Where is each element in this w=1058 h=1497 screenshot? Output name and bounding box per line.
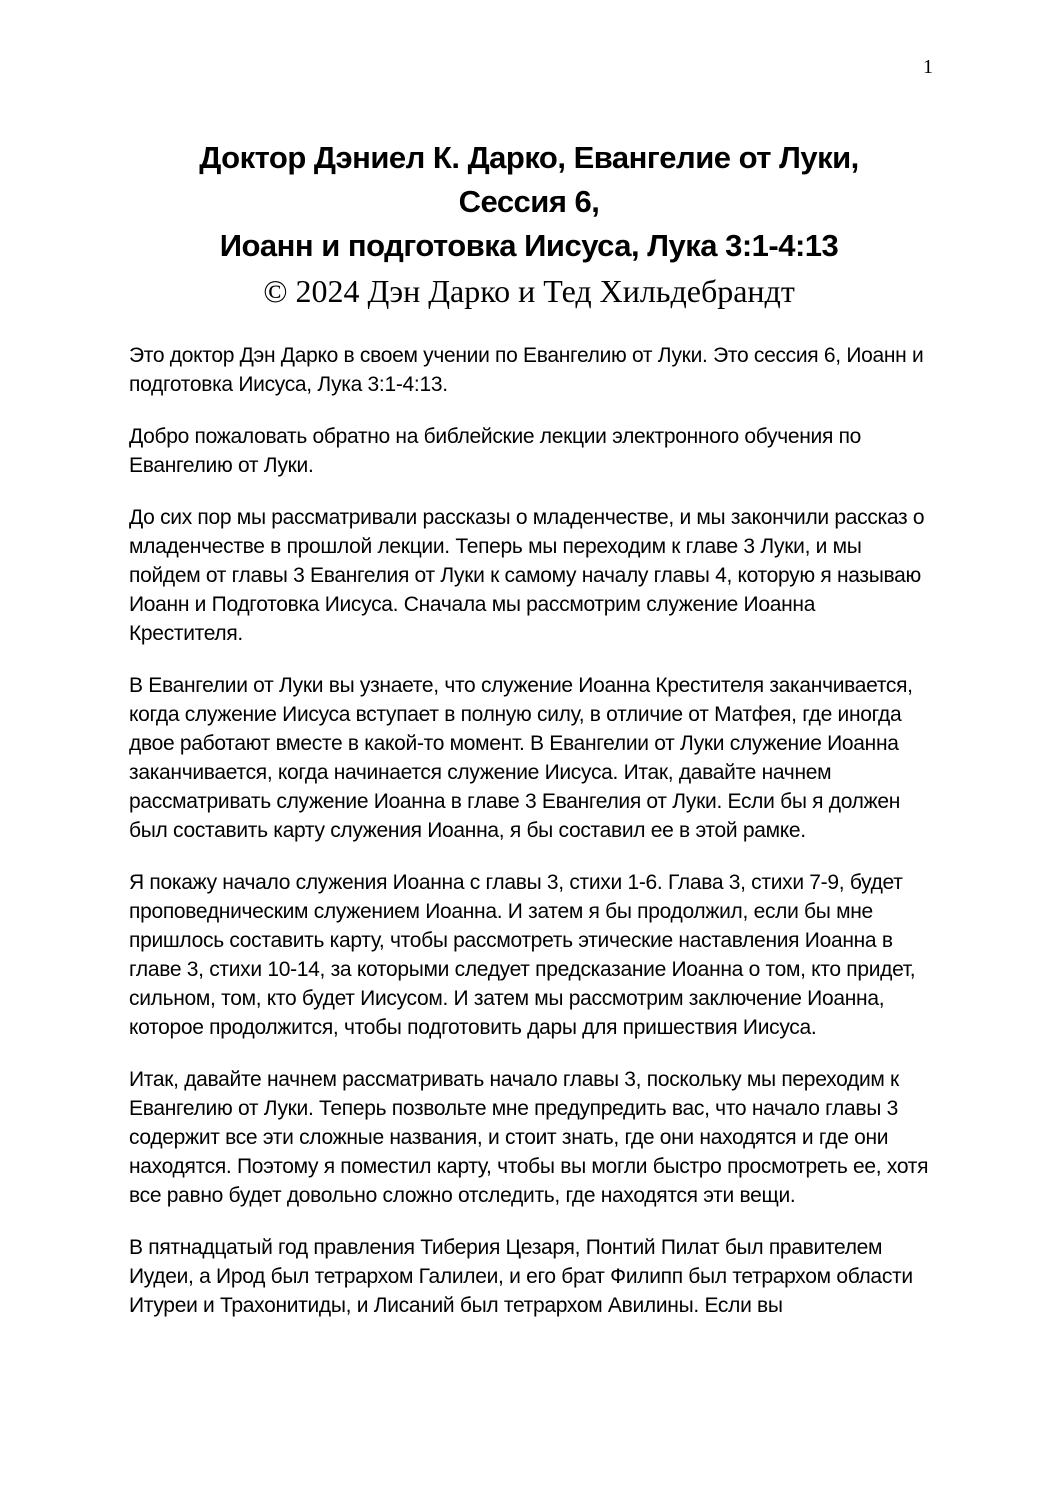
page-number: 1 xyxy=(923,56,933,78)
paragraph: В Евангелии от Луки вы узнаете, что служение Иоанна Крестителя заканчивается, когда служение Иисуса вступает в полную силу, в отличие от Матфея, где иногда двое работают вместе в какой-то момент. В Евангелии от Луки служение Иоанна заканчивается, когда начинается служение Иисуса. Итак, давайте начнем рассматривать служение Иоанна в главе 3 Евангелия от Луки. Если бы я должен был составить карту служения Иоанна, я бы составил ее в этой рамке. xyxy=(129,674,913,842)
paragraph: В пятнадцатый год правления Тиберия Цезаря, Понтий Пилат был правителем Иудеи, а Ирод был тетрархом Галилеи, и его брат Филипп был тетрархом области Итуреи и Трахонитиды, и Лисаний был тетрархом Авилины. Если вы xyxy=(129,1236,913,1317)
document-body xyxy=(129,341,932,1320)
document-header xyxy=(0,0,1058,314)
paragraph: Итак, давайте начнем рассматривать начало главы 3, поскольку мы переходим к Евангелию от Луки. Теперь позвольте мне предупредить вас, что начало главы 3 содержит все эти сложные названия, и стоит знать, где они находятся и где они находятся. Поэтому я поместил карту, чтобы вы могли быстро просмотреть ее, хотя все равно будет довольно сложно отследить, где находятся эти вещи. xyxy=(129,1068,929,1207)
title-lines xyxy=(0,136,1058,268)
title-line: Иоанн и подготовка Иисуса, Лука 3:1-4:13 xyxy=(219,228,839,263)
paragraph: До сих пор мы рассматривали рассказы о младенчестве, и мы закончили рассказ о младенчестве в прошлой лекции. Теперь мы переходим к главе 3 Луки, и мы пойдем от главы 3 Евангелия от Луки к самому началу главы 4, которую я называю Иоанн и Подготовка Иисуса. Сначала мы рассмотрим служение Иоанна Крестителя. xyxy=(129,506,925,645)
title-line: Сессия 6, xyxy=(458,184,600,219)
title-line: Доктор Дэниел К. Дарко, Евангелие от Луки, xyxy=(199,140,859,175)
copyright-line: © 2024 Дэн Дарко и Тед Хильдебрандт xyxy=(263,273,795,309)
paragraph: Добро пожаловать обратно на библейские лекции электронного обучения по Евангелию от Луки. xyxy=(129,425,862,477)
paragraph: Это доктор Дэн Дарко в своем учении по Евангелию от Луки. Это сессия 6, Иоанн и подготовка Иисуса, Лука 3:1-4:13. xyxy=(129,344,924,396)
paragraph: Я покажу начало служения Иоанна с главы 3, стихи 1-6. Глава 3, стихи 7-9, будет проповедническим служением Иоанна. И затем я бы продолжил, если бы мне пришлось составить карту, чтобы рассмотреть этические наставления Иоанна в главе 3, стихи 10-14, за которыми следует предсказание Иоанна о том, кто придет, сильном, том, кто будет Иисусом. И затем мы рассмотрим заключение Иоанна, которое продолжится, чтобы подготовить дары для пришествия Иисуса. xyxy=(129,871,916,1039)
